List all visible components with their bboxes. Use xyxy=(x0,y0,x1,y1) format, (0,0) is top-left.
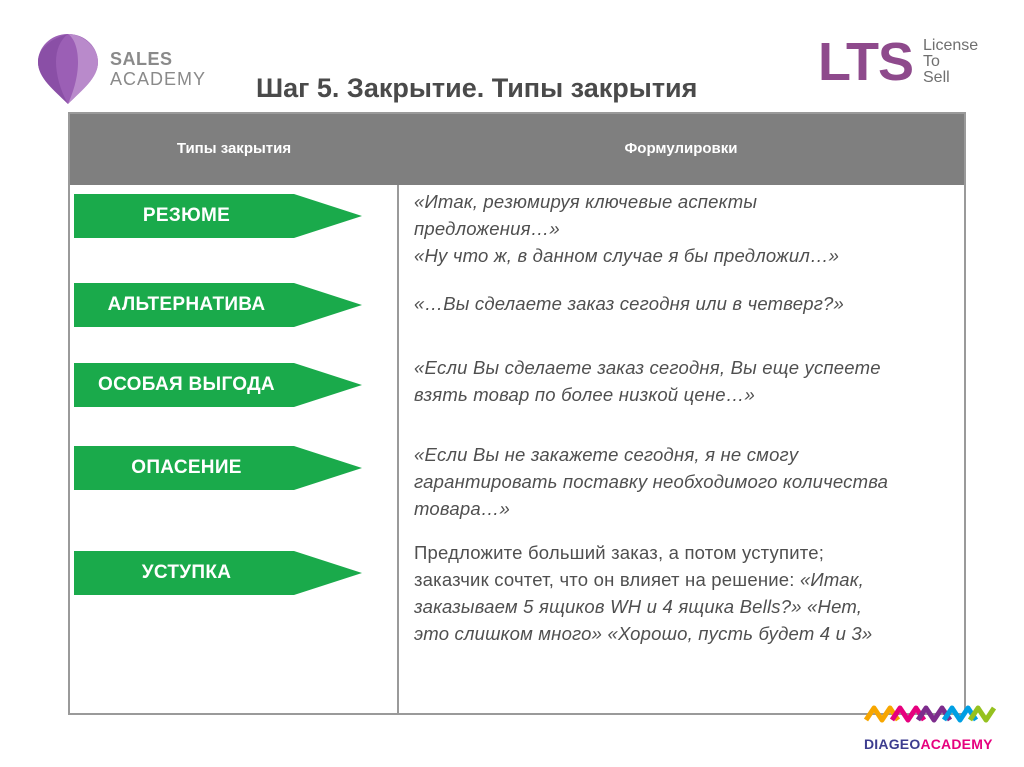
academy-text-part: ACADEMY xyxy=(920,736,993,752)
logo-text-sales: SALES xyxy=(110,49,173,69)
phrase-line: взять товар по более низкой цене…» xyxy=(414,384,755,405)
logo-text-academy: ACADEMY xyxy=(110,69,207,89)
header-phrasings: Формулировки xyxy=(624,140,738,157)
column-divider xyxy=(397,185,399,715)
phrasing-special-benefit xyxy=(414,354,959,408)
diageo-academy-text xyxy=(864,736,993,752)
closing-type-arrow-concession xyxy=(74,551,362,595)
balloon-logo-icon xyxy=(38,32,102,106)
phrase-plain-part: заказчик сочтет, что он влияет на решение: xyxy=(414,569,800,590)
table-header-row xyxy=(70,114,964,185)
closing-type-label: УСТУПКА xyxy=(141,562,232,583)
header-closing-types: Типы закрытия xyxy=(176,140,292,157)
colorful-wave-logo-icon xyxy=(862,700,998,726)
lts-sell-text: Sell xyxy=(923,69,950,86)
phrasing-resume xyxy=(414,188,959,269)
phrase-line: гарантировать поставку необходимого количества xyxy=(414,471,889,492)
phrase-line: «…Вы сделаете заказ сегодня или в четверг?» xyxy=(414,293,845,314)
phrase-line: заказываем 5 ящиков WH и 4 ящика Bells?» «Нет, xyxy=(414,596,863,617)
lts-license-text: License xyxy=(923,37,979,54)
phrasing-concession xyxy=(414,539,959,647)
closing-type-arrow-alternative xyxy=(74,283,362,327)
closing-type-label: АЛЬТЕРНАТИВА xyxy=(107,294,266,315)
phrase-line xyxy=(414,566,959,593)
closing-type-arrow-resume xyxy=(74,194,362,238)
phrase-line: «Если Вы сделаете заказ сегодня, Вы еще успеете xyxy=(414,357,881,378)
phrase-line: товара…» xyxy=(414,498,510,519)
phrasing-apprehension xyxy=(414,441,959,522)
closing-type-label: РЕЗЮМЕ xyxy=(142,205,231,226)
closing-type-label: ОСОБАЯ ВЫГОДА xyxy=(98,374,275,395)
phrase-italic-part: «Итак, xyxy=(799,569,865,590)
phrase-line: это слишком много» «Хорошо, пусть будет 4 и 3» xyxy=(414,623,873,644)
phrase-line: «Итак, резюмируя ключевые аспекты xyxy=(414,191,758,212)
phrasing-alternative xyxy=(414,290,959,317)
phrase-line: Предложите больший заказ, а потом уступите; xyxy=(414,542,825,563)
phrase-line: «Если Вы не закажете сегодня, я не смогу xyxy=(414,444,799,465)
diageo-text-part: DIAGEO xyxy=(864,736,921,752)
sales-academy-logo xyxy=(38,32,218,112)
lts-to-text: To xyxy=(923,53,940,70)
phrase-line: предложения…» xyxy=(414,218,560,239)
lts-logo-text: LTS xyxy=(818,32,913,92)
diageo-academy-logo xyxy=(862,700,1004,760)
closing-type-arrow-apprehension xyxy=(74,446,362,490)
closing-type-label: ОПАСЕНИЕ xyxy=(131,457,242,478)
phrase-line: «Ну что ж, в данном случае я бы предложил…» xyxy=(414,245,840,266)
closing-types-table xyxy=(68,112,966,715)
page-title: Шаг 5. Закрытие. Типы закрытия xyxy=(256,73,698,103)
lts-logo xyxy=(818,32,998,96)
closing-type-arrow-special-benefit xyxy=(74,363,362,407)
